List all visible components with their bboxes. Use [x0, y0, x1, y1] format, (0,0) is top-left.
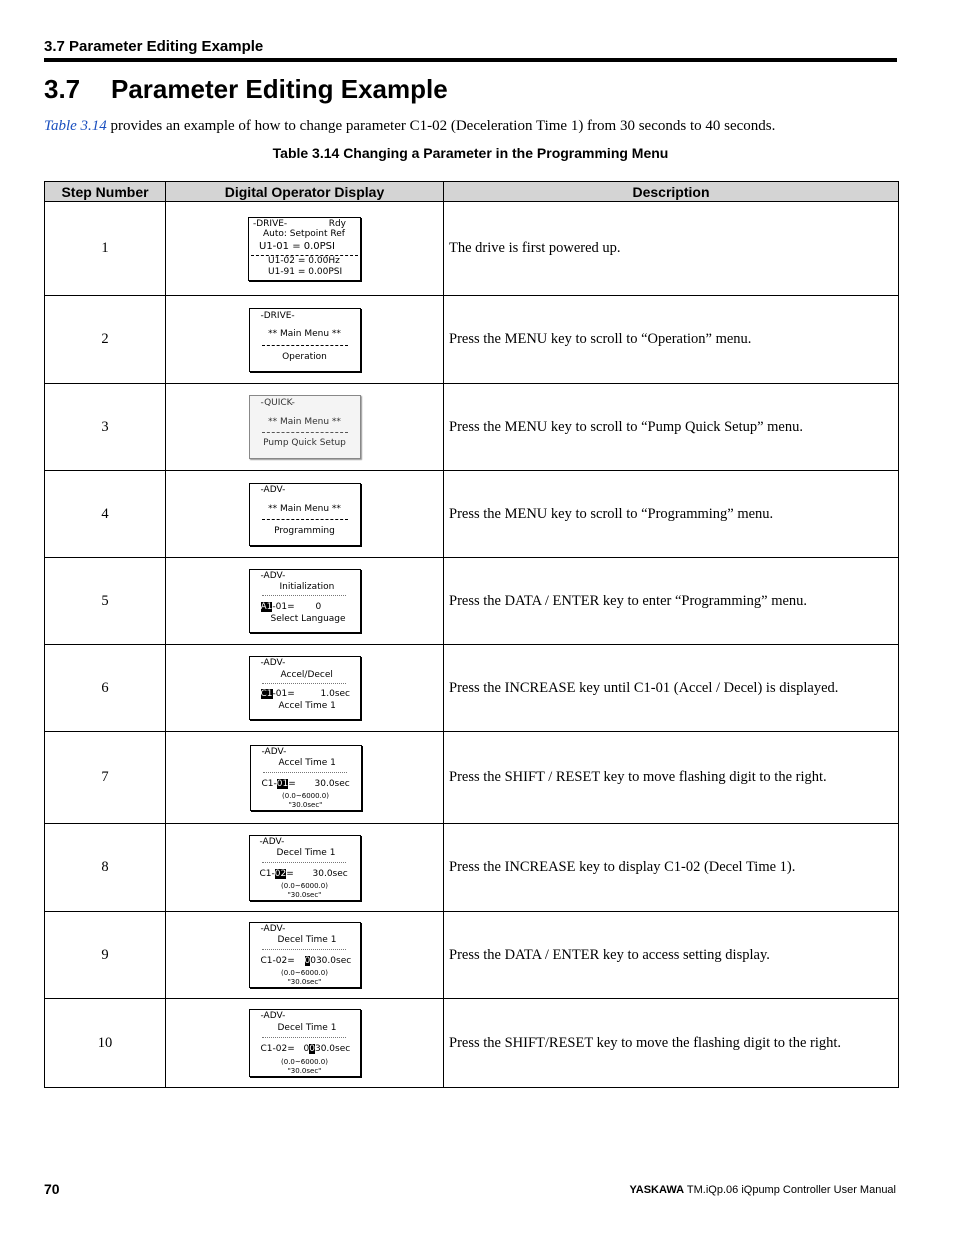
parameter-number: C1-02= [260, 1044, 295, 1054]
step-description: Press the INCREASE key to display C1-02 (Decel Time 1). [444, 824, 899, 912]
display-line [260, 869, 294, 880]
section-title [44, 74, 448, 105]
step-description: Press the MENU key to scroll to “Operation” menu. [444, 296, 899, 384]
running-head: 3.7 Parameter Editing Example [44, 38, 264, 55]
parameter-value [304, 1044, 351, 1055]
display-default: "30.0sec" [288, 800, 323, 809]
display-line: Decel Time 1 [277, 935, 337, 945]
display-line: -ADV- [260, 571, 286, 581]
column-header: Step Number [45, 182, 166, 202]
flashing-digit: 0 [304, 956, 311, 966]
display-line: Accel Time 1 [278, 701, 336, 711]
step-number: 7 [45, 732, 166, 824]
parameter-value: 0 [315, 602, 322, 612]
manual-title: TM.iQp.06 iQpump Controller User Manual [684, 1184, 896, 1196]
parameter-table [44, 181, 899, 1088]
operator-display [249, 922, 361, 988]
display-line: Select Language [270, 614, 346, 624]
display-cell [166, 296, 444, 384]
step-description: The drive is first powered up. [444, 202, 899, 296]
column-header: Description [444, 182, 899, 202]
equals-sign: = [286, 868, 294, 879]
display-line: Rdy [328, 218, 346, 229]
operator-display [249, 656, 361, 720]
display-line: Auto: Setpoint Ref [263, 228, 345, 239]
intro-text: provides an example of how to change parameter C1-02 (Deceleration Time 1) from 30 seconds to 40 seconds. [106, 118, 776, 134]
display-default: "30.0sec" [287, 978, 322, 986]
display-cell [166, 471, 444, 558]
display-line [261, 689, 295, 700]
table-row [45, 202, 899, 296]
display-cell [166, 732, 444, 824]
display-divider [262, 345, 348, 346]
display-line: -DRIVE- [253, 218, 288, 229]
step-number: 9 [45, 912, 166, 999]
display-line: U1-02 = 0.00Hz [268, 255, 340, 266]
flashing-digit: 02 [274, 868, 287, 879]
display-cell [166, 384, 444, 471]
table-xref-link[interactable]: Table 3.14 [44, 118, 107, 134]
parameter-number: C1-02= [260, 956, 295, 966]
table-row [45, 296, 899, 384]
display-line: ** Main Menu ** [268, 417, 341, 427]
table-row [45, 732, 899, 824]
display-cell [166, 999, 444, 1088]
display-range: (0.0~6000.0) [281, 1058, 328, 1066]
display-line: ** Main Menu ** [268, 328, 341, 339]
section-title-text: Parameter Editing Example [111, 74, 448, 104]
display-line: U1-01 = 0.0PSI [259, 240, 335, 252]
flashing-digit: A1 [260, 602, 273, 612]
table-row [45, 384, 899, 471]
display-line: -QUICK- [260, 398, 295, 408]
table-row [45, 912, 899, 999]
display-cell [166, 558, 444, 645]
display-divider [262, 1037, 346, 1038]
display-cell [166, 645, 444, 732]
parameter-group: C1- [261, 778, 277, 789]
display-line: Decel Time 1 [277, 1023, 337, 1033]
parameter-value [305, 956, 352, 967]
display-default: "30.0sec" [287, 890, 322, 899]
display-default: "30.0sec" [287, 1067, 322, 1075]
display-cell [166, 912, 444, 999]
step-description: Press the SHIFT / RESET key to move flashing digit to the right. [444, 732, 899, 824]
step-number: 6 [45, 645, 166, 732]
flashing-digit: 0 [309, 1044, 315, 1054]
table-header-row [45, 182, 899, 202]
parameter-number: -01= [272, 689, 295, 699]
step-number: 5 [45, 558, 166, 645]
flashing-digit: C1 [260, 689, 273, 699]
step-description: Press the DATA / ENTER key to access setting display. [444, 912, 899, 999]
display-line: -ADV- [261, 746, 287, 757]
display-line: Decel Time 1 [276, 847, 336, 858]
table-row [45, 999, 899, 1088]
operator-display [249, 483, 361, 546]
display-divider [262, 519, 348, 520]
display-line: Pump Quick Setup [263, 438, 346, 448]
value-suffix: 30.0sec [314, 1044, 351, 1054]
display-divider [262, 595, 346, 596]
display-line: -DRIVE- [260, 310, 295, 321]
display-line: ** Main Menu ** [268, 503, 341, 514]
display-cell [166, 824, 444, 912]
operator-display [249, 395, 361, 459]
value-suffix: 030.0sec [310, 956, 352, 966]
display-line [261, 602, 295, 613]
operator-display [249, 1009, 361, 1077]
display-divider [262, 683, 346, 684]
table-row [45, 824, 899, 912]
display-line: -ADV- [259, 836, 285, 847]
operator-display [249, 569, 361, 633]
header-rule [44, 58, 897, 62]
step-number: 2 [45, 296, 166, 384]
table-row [45, 471, 899, 558]
display-line: -ADV- [260, 1011, 286, 1021]
step-number: 4 [45, 471, 166, 558]
value-prefix: 0 [303, 1044, 310, 1054]
display-line: Initialization [279, 582, 335, 592]
display-line: Programming [274, 525, 335, 536]
step-description: Press the MENU key to scroll to “Pump Quick Setup” menu. [444, 384, 899, 471]
parameter-value: 30.0sec [314, 778, 350, 789]
flashing-digit: 01 [276, 778, 289, 789]
step-description: Press the INCREASE key until C1-01 (Accel / Decel) is displayed. [444, 645, 899, 732]
step-description: Press the DATA / ENTER key to enter “Programming” menu. [444, 558, 899, 645]
table-caption: Table 3.14 Changing a Parameter in the Programming Menu [272, 145, 669, 161]
display-range: (0.0~6000.0) [281, 881, 328, 890]
display-line: Accel Time 1 [278, 757, 336, 768]
table-row [45, 558, 899, 645]
display-divider [263, 772, 347, 773]
parameter-group: C1- [259, 868, 275, 879]
section-number: 3.7 [44, 74, 81, 104]
display-cell [166, 202, 444, 296]
display-line: U1-91 = 0.00PSI [268, 266, 343, 277]
operator-display [249, 308, 361, 372]
operator-display [248, 217, 361, 281]
step-description: Press the MENU key to scroll to “Programming” menu. [444, 471, 899, 558]
display-range: (0.0~6000.0) [282, 791, 329, 800]
column-header: Digital Operator Display [166, 182, 444, 202]
step-description: Press the SHIFT/RESET key to move the flashing digit to the right. [444, 999, 899, 1088]
display-divider [262, 432, 348, 433]
operator-display [250, 745, 362, 811]
parameter-value: 1.0sec [320, 689, 350, 699]
display-line: -ADV- [260, 924, 286, 934]
display-line: Operation [282, 351, 327, 362]
intro-paragraph [44, 118, 775, 135]
equals-sign: = [288, 778, 296, 789]
step-number: 3 [45, 384, 166, 471]
display-divider [262, 862, 346, 863]
footer-manual-title [629, 1184, 896, 1196]
step-number: 1 [45, 202, 166, 296]
parameter-value: 30.0sec [312, 868, 348, 879]
display-divider [262, 949, 346, 950]
brand-name: YASKAWA [629, 1184, 685, 1196]
table-row [45, 645, 899, 732]
operator-display [249, 835, 361, 901]
display-line: -ADV- [260, 484, 286, 495]
page-number: 70 [44, 1181, 60, 1197]
display-line: -ADV- [260, 658, 286, 668]
display-range: (0.0~6000.0) [281, 969, 328, 977]
step-number: 8 [45, 824, 166, 912]
display-line: Accel/Decel [280, 670, 333, 680]
display-line [262, 779, 296, 790]
step-number: 10 [45, 999, 166, 1088]
parameter-number: -01= [272, 602, 295, 612]
